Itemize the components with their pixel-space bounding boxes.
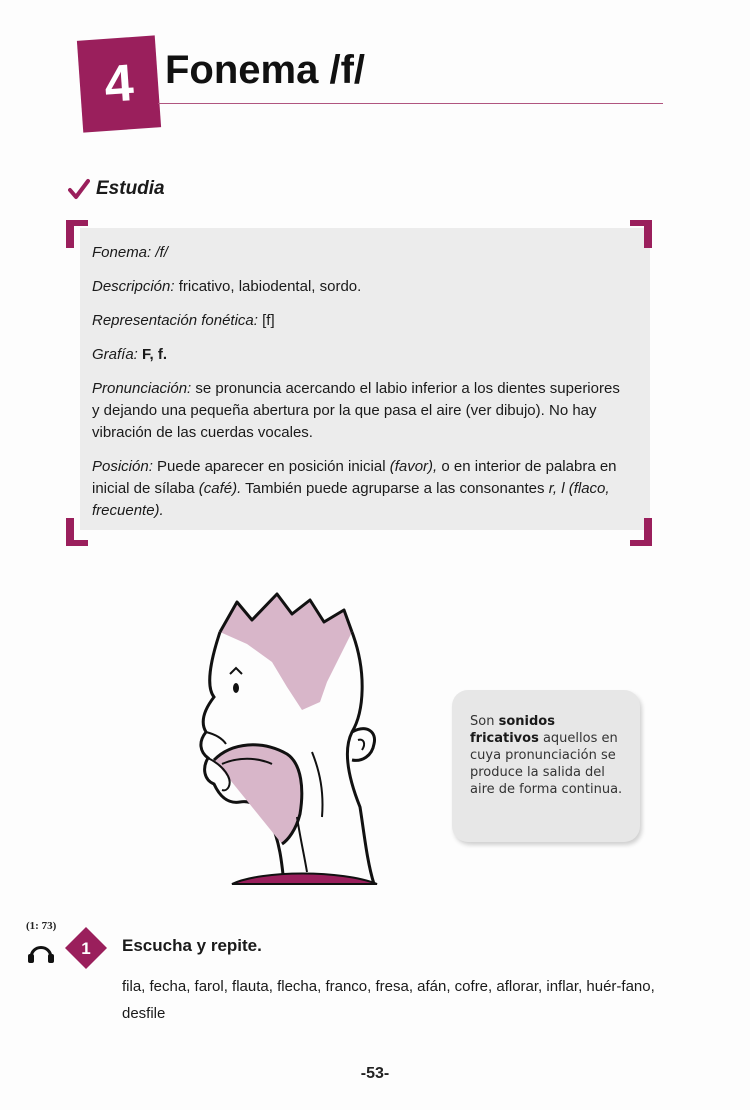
page-number: -53- xyxy=(360,1065,390,1082)
representacion-label: Representación fonética: xyxy=(92,312,258,329)
posicion-text-3: También puede agruparse a las consonantes xyxy=(245,480,545,497)
grafia-line xyxy=(92,344,622,366)
posicion-text-2: o en interior de palabra en inicial de sílaba xyxy=(92,458,617,497)
pronunciacion-label: Pronunciación: xyxy=(92,380,192,397)
posicion-example-2: (café). xyxy=(198,480,242,497)
posicion-example-1: (favor), xyxy=(389,458,438,475)
page-title: Fonema /f/ xyxy=(165,48,366,92)
fonema-label: Fonema: xyxy=(92,244,152,261)
bracket-top-left xyxy=(66,220,88,248)
study-content xyxy=(92,242,622,534)
exercise-words: fila, fecha, farol, flauta, flecha, franco, fresa, afán, cofre, aflorar, inflar, huér-fano, desfile xyxy=(122,978,655,1022)
note-pre: Son xyxy=(470,714,495,729)
exercise-number-badge xyxy=(64,926,108,970)
track-label: (1: 73) xyxy=(26,920,57,932)
posicion-line xyxy=(92,456,622,522)
bracket-top-right xyxy=(630,220,652,248)
fonema-line xyxy=(92,242,622,264)
grafia-value: F, f. xyxy=(142,346,168,363)
exercise-number: 1 xyxy=(81,939,91,958)
chapter-number: 4 xyxy=(102,54,136,114)
grafia-label: Grafía: xyxy=(92,346,138,363)
chapter-number-badge xyxy=(77,35,161,132)
title-divider xyxy=(158,103,663,104)
section-label: Estudia xyxy=(96,178,165,199)
pronunciacion-line xyxy=(92,378,622,444)
representacion-value: [f] xyxy=(262,312,275,329)
note-post: aquellos en cuya pronunciación se produce la salida del aire de forma continua. xyxy=(470,731,623,797)
exercise-title: Escucha y repite. xyxy=(122,936,262,955)
bracket-bottom-right xyxy=(630,518,652,546)
bracket-bottom-left xyxy=(66,518,88,546)
descripcion-line xyxy=(92,276,622,298)
descripcion-label: Descripción: xyxy=(92,278,175,295)
note-bold: sonidos fricativos xyxy=(470,714,555,746)
posicion-text-1: Puede aparecer en posición inicial xyxy=(157,458,386,475)
note-text xyxy=(470,713,625,798)
headphones-icon xyxy=(26,936,56,964)
pronunciacion-value: se pronuncia acercando el labio inferior a los dientes superiores y dejando una pequeña abertura por la que pasa el aire (ver dibujo). No hay vibración de las cuerdas vocales. xyxy=(92,380,620,441)
representacion-line xyxy=(92,310,622,332)
posicion-example-3: r, l (flaco, frecuente). xyxy=(92,480,610,519)
posicion-label: Posición: xyxy=(92,458,153,475)
check-icon xyxy=(68,178,90,200)
descripcion-value: fricativo, labiodental, sordo. xyxy=(178,278,362,295)
head-profile-illustration xyxy=(192,592,397,887)
fonema-value: /f/ xyxy=(155,244,168,261)
